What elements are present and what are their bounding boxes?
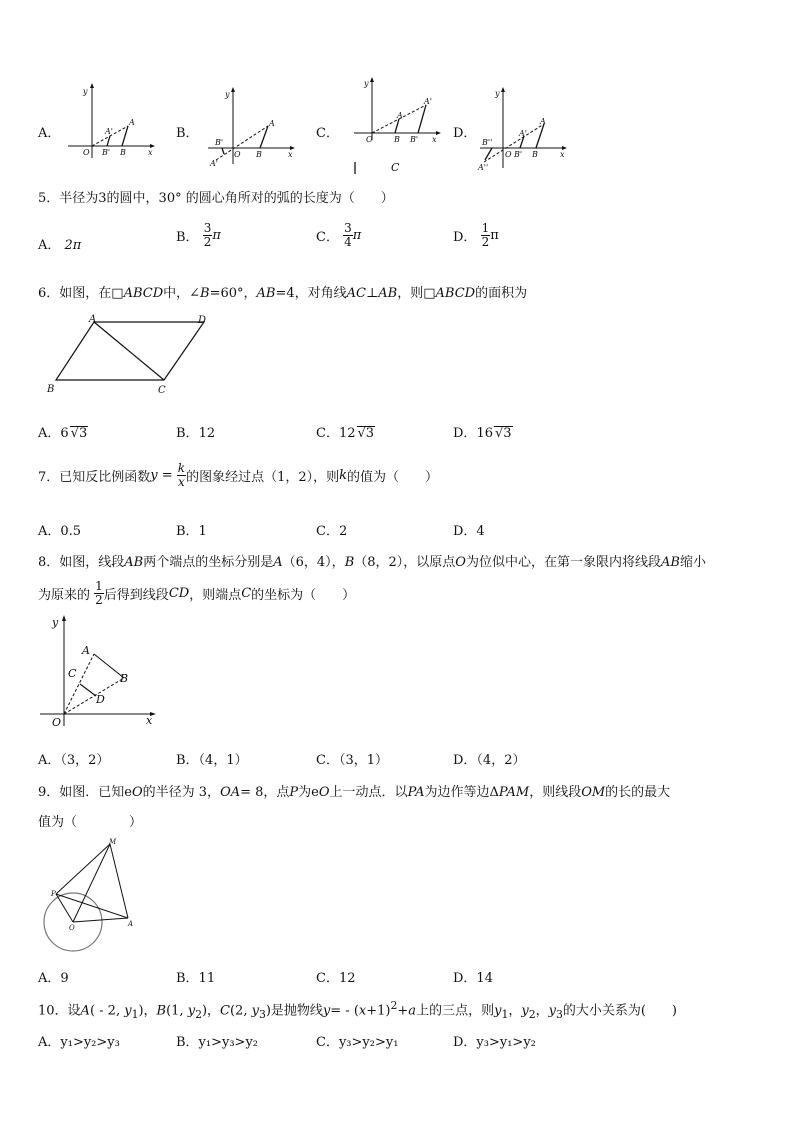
q4-figure-a [64,82,158,162]
q9-a-label: A [128,920,134,928]
q8-c-label: C [68,667,77,680]
q8-option-a[interactable]: A．（3，2） [38,753,110,768]
q10-option-a[interactable]: A．y₁>y₂>y₃ [38,1035,120,1050]
q9-option-a[interactable]: A．9 [38,971,69,986]
q5-b-label: B． [176,230,199,245]
q6-label-b: B [47,384,55,395]
q8-x-label: x [146,714,153,727]
q4-figure-d [476,86,568,172]
q4-option-a[interactable]: A． [38,126,61,141]
q8-figure [36,614,160,736]
q4a-a-label: A [129,118,135,127]
q4c-caption: C [391,161,400,174]
q4d-a-label: A [540,117,546,126]
q10-option-d[interactable]: D．y₃>y₁>y₂ [453,1035,536,1050]
q4b-y-label: y [225,90,230,99]
q4d-b2-label: B'' [482,138,493,147]
q9-m-label: M [109,838,117,846]
q7-fraction: $\frac{k}{x}$ [177,461,186,489]
q4c-b-label: B [394,135,400,144]
q4d-y-label: y [495,89,500,98]
q4-figure-c [346,76,446,176]
q6-option-a[interactable]: A．6 √3 [38,426,88,441]
q10-option-c[interactable]: C．y₃>y₂>y₁ [316,1035,399,1050]
q4-option-c[interactable]: C． [316,126,339,141]
q6-c-sqrt: √3 [357,426,375,441]
q8-o-label: O [52,716,62,729]
q8-option-b[interactable]: B．（4，1） [176,753,248,768]
q9-option-c[interactable]: C．12 [316,971,356,986]
q7-stem: 7．已知反比例函数y = $\frac{k}{x}$ 的图象经过点（1，2），则k的值为（ ） [38,461,439,489]
q4d-a1-label: A' [519,129,527,138]
q4b-a-label: A [269,119,275,128]
q8-fraction: $\frac{1}{2}$ [95,579,103,607]
q9-option-b[interactable]: B．11 [176,971,216,986]
q6-label-a: A [89,314,97,325]
q6-a-sqrt: √3 [70,426,88,441]
q5-stem: 5．半径为3的圆中，30° 的圆心角所对的弧的长度为（ ） [38,191,394,206]
q8-stem-line2: 为原来的 $\frac{1}{2}$ 后得到线段CD，则端点C的坐标为（ ） [38,579,356,607]
q7-option-a[interactable]: A．0.5 [38,524,82,539]
q4b-a1-label: A' [210,159,218,168]
q4c-x-label: x [432,135,437,144]
q8-option-c[interactable]: C．（3，1） [316,753,388,768]
q6-option-b[interactable]: B．12 [176,426,216,441]
q4-figure-b [204,86,298,168]
q4-option-b[interactable]: B． [176,126,199,141]
q4-option-d[interactable]: D． [453,126,477,141]
q8-option-d[interactable]: D．（4，2） [453,753,526,768]
q4d-b1-label: B' [514,150,523,159]
q6-stem: 6．如图，在□ABCD中，∠B=60°，AB=4，对角线AC⊥AB，则□ABCD的面积为 [38,286,528,301]
q10-stem: 10．设A( - 2, $y_1$)，B(1, $y_2$)，C(2, $y_3$)是抛物线$y= - (x+1)^2+a$上的三点，则$y_1$，$y_2$，$y_3$的大小关系为( ) [38,999,678,1021]
q4c-a1-label: A' [424,97,432,106]
q8-y-label: y [52,616,59,629]
q4b-o-label: O [234,150,241,159]
q9-option-d[interactable]: D．14 [453,971,493,986]
q8-d-label: D [96,693,105,706]
q5-option-c[interactable]: C． $\frac{3}{4}$ π [316,221,362,249]
q5-a-label: A． [38,238,61,253]
q5-d-label: D． [453,230,477,245]
q6-option-c[interactable]: C．12 √3 [316,426,375,441]
q8-stem-line1: 8．如图，线段AB两个端点的坐标分别是A（6，4），B（8，2），以原点O为位似中心，在第一象限内将线段AB缩小 [38,555,706,570]
q4a-y-label: y [83,87,88,96]
q5-option-d[interactable]: D． $\frac{1}{2}$ π [453,221,499,249]
q4c-y-label: y [364,79,369,88]
q6-figure-parallelogram [44,312,220,398]
q10-option-b[interactable]: B．y₁>y₃>y₂ [176,1035,259,1050]
q7-option-d[interactable]: D．4 [453,524,485,539]
q4c-o-label: O [366,135,373,144]
q6-label-d: D [198,315,207,326]
q8-a-label: A [82,644,90,657]
q5-a-value: 2π [64,238,82,253]
q4b-x-label: x [288,150,293,159]
q4a-a1-label: A' [105,127,113,136]
q8-b-label: B [120,672,129,685]
q5-c-fraction: $\frac{3}{4}$ [344,221,352,249]
q5-option-a[interactable] [38,234,81,253]
q4a-o-label: O [83,148,90,157]
q5-d-fraction: $\frac{1}{2}$ [481,221,490,249]
q4c-b1-label: B' [410,135,419,144]
q5-c-label: C． [316,230,339,245]
q9-stem-line1: 9．如图．已知eO的半径为 3，OA= 8，点P为eO上一动点．以PA为边作等边ΔPAM，则线段OM的长的最大 [38,785,671,800]
q7-option-b[interactable]: B．1 [176,524,207,539]
q4d-a2-label: A'' [478,163,489,172]
q4a-b1-label: B' [102,148,111,157]
q6-label-c: C [158,385,166,396]
q4b-b1-label: B' [215,138,224,147]
q7-option-c[interactable]: C．2 [316,524,348,539]
q9-o-label: O [69,924,75,932]
q5-b-fraction: $\frac{3}{2}$ [203,221,212,249]
q4a-x-label: x [148,148,153,157]
q5-option-b[interactable]: B． $\frac{3}{2}$ π [176,221,221,249]
q9-stem-line2: 值为（ ） [38,815,143,830]
q9-figure [36,834,146,960]
q4a-b-label: B [120,148,126,157]
q4b-b-label: B [256,150,262,159]
q4d-x-label: x [560,150,565,159]
q6-d-sqrt: √3 [494,426,512,441]
q4d-o-label: O [505,150,512,159]
q6-option-d[interactable]: D．16 √3 [453,426,512,441]
q4d-b-label: B [532,150,538,159]
q9-p-label: P [51,890,56,898]
q4c-a-label: A [397,111,403,120]
